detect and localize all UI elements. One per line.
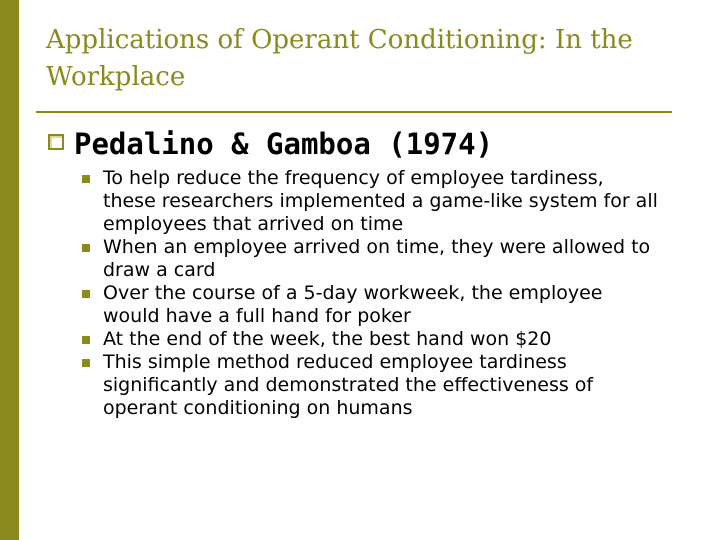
list-item (82, 236, 662, 282)
left-accent-bar (0, 0, 19, 540)
bullet-list (82, 167, 662, 420)
bullet-text: This simple method reduced employee tardiness significantly and demonstrated the effectiveness of operant conditioning on humans (103, 351, 594, 419)
bullet-text: To help reduce the frequency of employee tardiness, these researchers implemented a game-like system for all employees that arrived on time (103, 167, 658, 235)
hollow-square-bullet-icon (48, 134, 64, 150)
section-heading-text: Pedalino & Gamboa (1974) (74, 127, 494, 161)
title-divider (36, 111, 672, 113)
list-item (82, 351, 662, 420)
list-item (82, 167, 662, 236)
list-item (82, 328, 662, 351)
bullet-text: When an employee arrived on time, they were allowed to draw a card (103, 236, 651, 281)
filled-square-bullet-icon (82, 359, 90, 367)
filled-square-bullet-icon (82, 244, 90, 252)
section-heading (48, 124, 493, 164)
filled-square-bullet-icon (82, 290, 90, 298)
bullet-text: At the end of the week, the best hand won $20 (103, 328, 552, 350)
slide-title: Applications of Operant Conditioning: In the Workplace (46, 25, 633, 92)
filled-square-bullet-icon (82, 175, 90, 183)
filled-square-bullet-icon (82, 336, 90, 344)
list-item (82, 282, 662, 328)
bullet-text: Over the course of a 5-day workweek, the employee would have a full hand for poker (103, 282, 603, 327)
